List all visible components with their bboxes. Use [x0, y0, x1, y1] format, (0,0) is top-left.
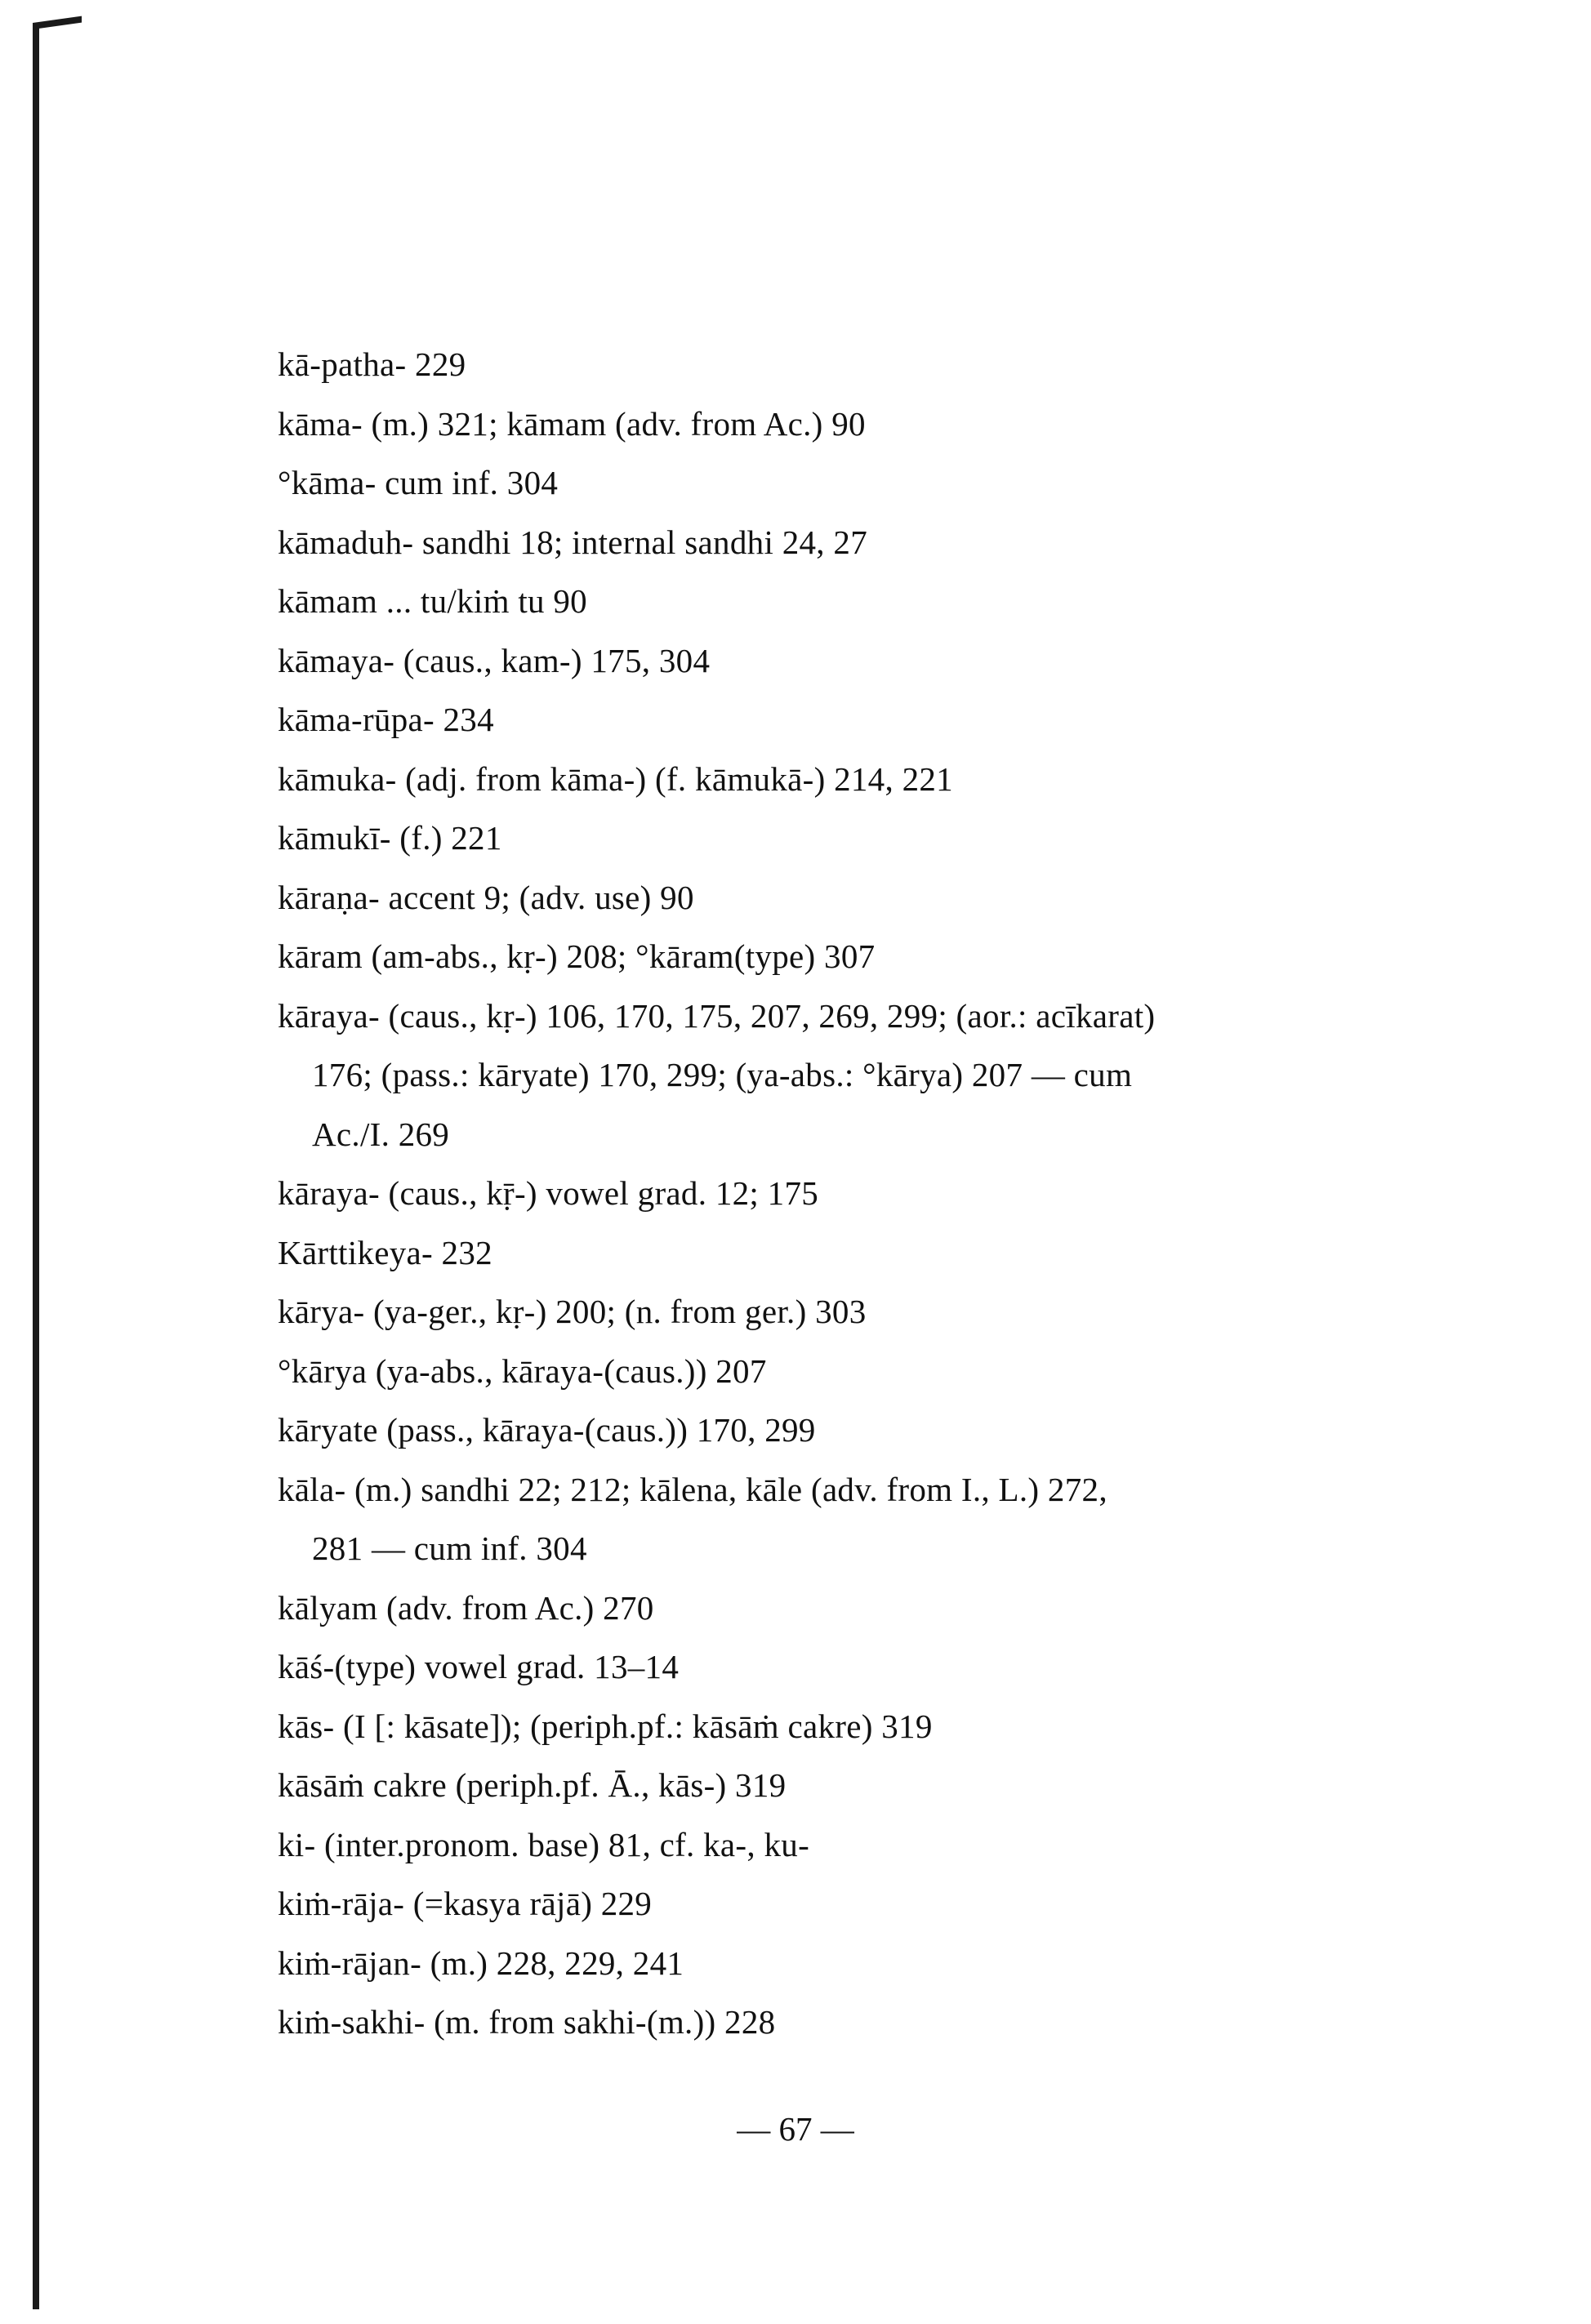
index-entry: kāmukī- (f.) 221	[278, 819, 502, 857]
index-entry: kāma-rūpa- 234	[278, 701, 494, 738]
index-entry: kā-patha- 229	[278, 345, 466, 383]
index-entry: kāmam ... tu/kiṁ tu 90	[278, 582, 587, 620]
index-entry: kāś-(type) vowel grad. 13–14	[278, 1648, 680, 1685]
index-entry-continuation: Ac./I. 269	[312, 1115, 450, 1153]
page-number: — 67 —	[737, 2109, 854, 2148]
index-entry: Kārttikeya- 232	[278, 1233, 492, 1271]
index-entry: kiṁ-sakhi- (m. from sakhi-(m.)) 228	[278, 2003, 776, 2041]
index-entry: kiṁ-rāja- (=kasya rājā) 229	[278, 1885, 653, 1922]
index-entry: kās- (I [: kāsate]); (periph.pf.: kāsāṁ cakre) 319	[278, 1707, 933, 1745]
index-entry: kāraṇa- accent 9; (adv. use) 90	[278, 878, 694, 916]
scan-border-corner	[33, 16, 82, 29]
index-entry: kāram (am-abs., kṛ-) 208; °kāram(type) 307	[278, 937, 876, 975]
index-entry: kiṁ-rājan- (m.) 228, 229, 241	[278, 1943, 684, 1982]
index-entry: °kārya (ya-abs., kāraya-(caus.)) 207	[278, 1351, 767, 1390]
index-entry: kāraya- (caus., kṝ-) vowel grad. 12; 175	[278, 1174, 819, 1212]
index-entries-list	[278, 335, 1405, 2052]
index-entry: kāraya- (caus., kṛ-) 106, 170, 175, 207, 269, 299; (aor.: acīkarat)	[278, 996, 1156, 1035]
index-entry: kāma- (m.) 321; kāmam (adv. from Ac.) 90	[278, 404, 866, 443]
index-entry: kāmaya- (caus., kam-) 175, 304	[278, 641, 711, 679]
index-entry-continuation: 281 — cum inf. 304	[312, 1529, 587, 1567]
index-entry: ki- (inter.pronom. base) 81, cf. ka-, ku-	[278, 1825, 810, 1863]
index-entry: kāsāṁ cakre (periph.pf. Ā., kās-) 319	[278, 1766, 787, 1804]
index-entry: kālyam (adv. from Ac.) 270	[278, 1588, 654, 1627]
scan-border-left	[33, 23, 39, 2309]
index-entry: kāmuka- (adj. from kāma-) (f. kāmukā-) 214, 221	[278, 759, 953, 798]
index-entry: kāla- (m.) sandhi 22; 212; kālena, kāle (adv. from I., L.) 272,	[278, 1470, 1107, 1508]
index-entry: kāmaduh- sandhi 18; internal sandhi 24, 27	[278, 523, 867, 561]
index-entry: °kāma- cum inf. 304	[278, 464, 559, 501]
index-entry-continuation: 176; (pass.: kāryate) 170, 299; (ya-abs.: °kārya) 207 — cum	[312, 1056, 1133, 1093]
index-entry: kārya- (ya-ger., kṛ-) 200; (n. from ger.) 303	[278, 1293, 867, 1330]
index-entry: kāryate (pass., kāraya-(caus.)) 170, 299	[278, 1411, 816, 1449]
